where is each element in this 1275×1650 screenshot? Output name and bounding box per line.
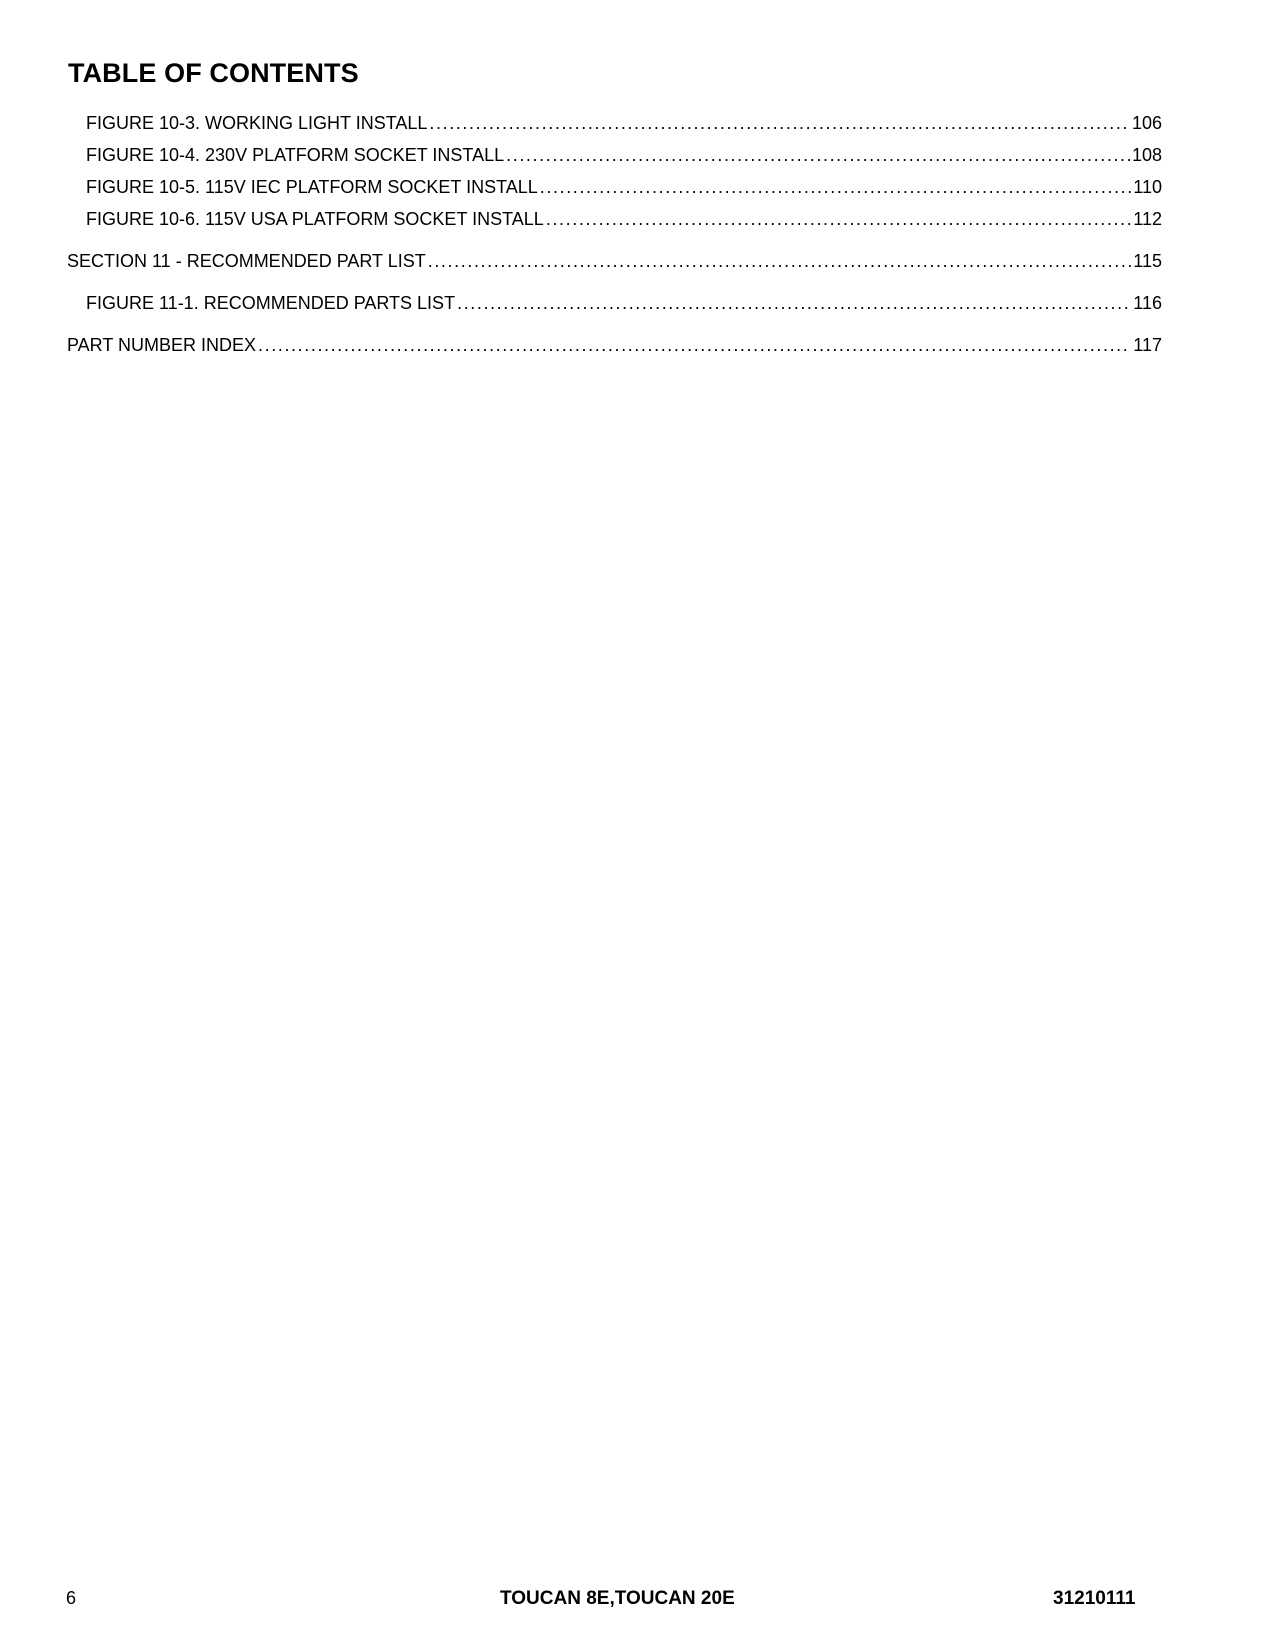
dot-leader xyxy=(546,207,1131,231)
toc-entry[interactable] xyxy=(86,207,1162,231)
toc-entry-page: 112 xyxy=(1133,209,1162,229)
toc-entry-label: FIGURE 11-1. RECOMMENDED PARTS LIST xyxy=(86,293,456,313)
footer-page-number: 6 xyxy=(66,1588,77,1608)
dot-leader xyxy=(506,143,1130,167)
footer-document-title: TOUCAN 8E,TOUCAN 20E xyxy=(500,1588,735,1609)
toc-entry[interactable] xyxy=(86,143,1162,167)
toc-entry-page: 116 xyxy=(1133,293,1162,313)
dot-leader xyxy=(429,111,1130,135)
toc-entry-label: FIGURE 10-4. 230V PLATFORM SOCKET INSTALL xyxy=(86,145,505,165)
toc-entry-page: 106 xyxy=(1131,113,1162,133)
footer-document-number: 31210111 xyxy=(1053,1588,1136,1609)
toc-entry-page: 117 xyxy=(1133,335,1162,355)
dot-leader xyxy=(258,333,1131,357)
page-footer xyxy=(0,1588,1275,1612)
dot-leader xyxy=(540,175,1132,199)
toc-entry[interactable] xyxy=(86,175,1162,199)
toc-entry-label: SECTION 11 - RECOMMENDED PART LIST xyxy=(67,251,426,271)
toc-entry-page: 108 xyxy=(1131,145,1162,165)
dot-leader xyxy=(457,291,1131,315)
toc-entry-label: FIGURE 10-3. WORKING LIGHT INSTALL xyxy=(86,113,428,133)
toc-entry-label: PART NUMBER INDEX xyxy=(67,335,257,355)
toc-entry-label: FIGURE 10-6. 115V USA PLATFORM SOCKET INSTALL xyxy=(86,209,544,229)
toc-section-entry[interactable] xyxy=(67,333,1162,357)
toc-entry[interactable] xyxy=(86,111,1162,135)
dot-leader xyxy=(428,249,1132,273)
toc-entry-page: 110 xyxy=(1133,177,1162,197)
toc-section-entry[interactable] xyxy=(67,249,1162,273)
page-title: TABLE OF CONTENTS xyxy=(68,58,359,88)
toc-entry-label: FIGURE 10-5. 115V IEC PLATFORM SOCKET INSTALL xyxy=(86,177,538,197)
toc-entry[interactable] xyxy=(86,291,1162,315)
toc-entry-page: 115 xyxy=(1133,251,1162,271)
